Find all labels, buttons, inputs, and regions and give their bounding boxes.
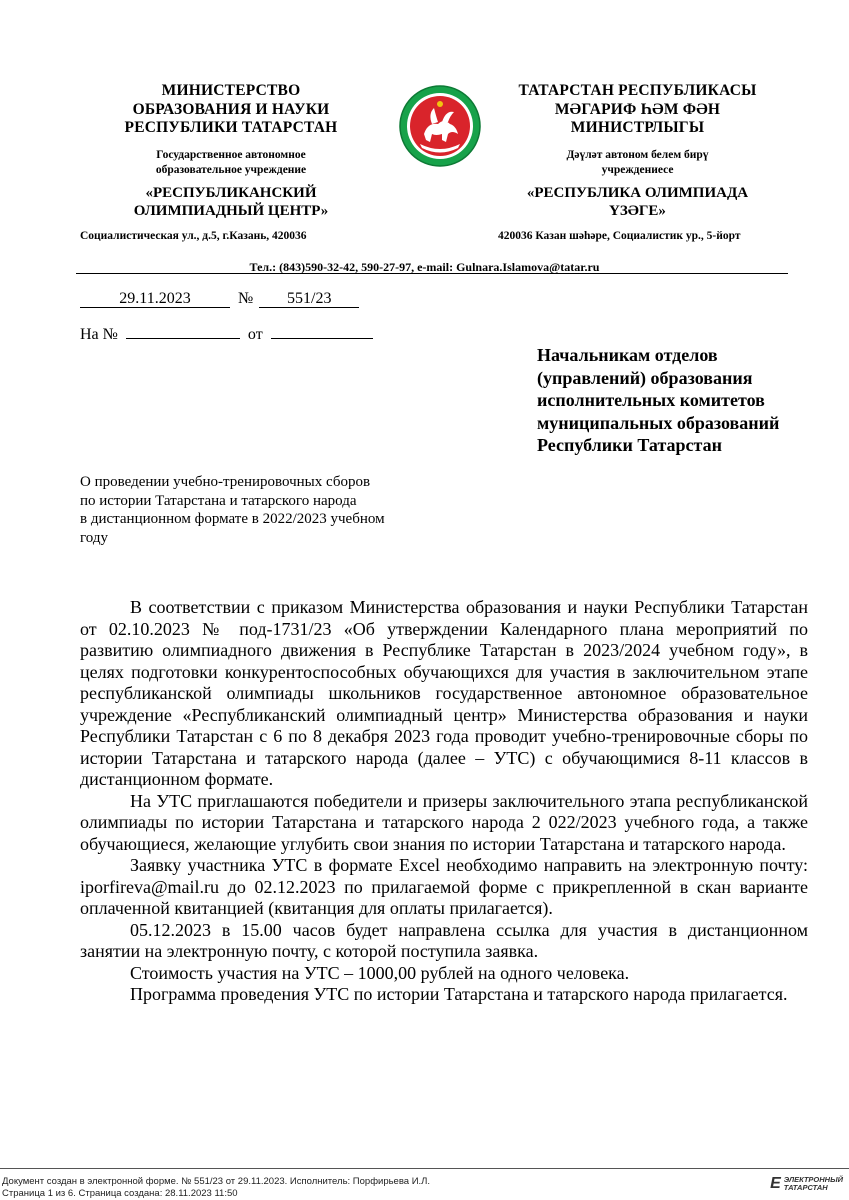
org-short-name-ru <box>90 184 372 220</box>
org-type-tt <box>495 148 780 178</box>
number-label: № <box>238 290 254 307</box>
body-paragraph: На УТС приглашаются победители и призеры заключительного этапа республиканской олимпиады по истории Татарстана и татарского народа 2 022/2023 учебного года, а также обучающиеся, желающие углубить свои знания по истории Татарстана и татарского народа. <box>80 790 808 854</box>
addressee-line: муниципальных образований <box>537 412 780 433</box>
electronic-tatarstan-logo <box>770 1176 843 1192</box>
org-line: МИНИСТЕРСТВО <box>161 82 301 99</box>
name-line: «РЕСПУБЛИКА ОЛИМПИАДА <box>526 184 749 201</box>
address-ru: Социалистическая ул., д.5, г.Казань, 420036 <box>80 230 307 242</box>
reply-line <box>80 321 373 345</box>
from-label: от <box>247 326 263 343</box>
reply-date-blank <box>271 321 373 339</box>
addressee-line: исполнительных комитетов <box>537 390 765 410</box>
org-line: РЕСПУБЛИКИ ТАТАРСТАН <box>124 119 338 136</box>
org-line: ОБРАЗОВАНИЯ И НАУКИ <box>132 100 330 118</box>
body-paragraph: Программа проведения УТС по истории Татарстана и татарского народа прилагается. <box>130 984 788 1004</box>
addressee-line: Республики Татарстан <box>537 435 722 455</box>
name-line: «РЕСПУБЛИКАНСКИЙ <box>145 184 317 201</box>
tatarstan-emblem-icon <box>398 84 482 168</box>
header-right <box>495 82 780 220</box>
type-line: учреждениесе <box>601 163 674 176</box>
type-line: образовательное учреждение <box>155 163 307 176</box>
contacts-line: Тел.: (843)590-32-42, 590-27-97, e-mail: Gulnara.Islamova@tatar.ru <box>249 260 600 274</box>
registration-line <box>80 289 359 309</box>
org-type-ru <box>90 148 372 178</box>
reply-label: На № <box>80 326 118 343</box>
org-name-tt <box>495 82 780 138</box>
subject-line: году <box>80 529 108 546</box>
footer-line: Страница 1 из 6. Страница создана: 28.11.2023 11:50 <box>2 1188 238 1199</box>
coat-of-arms-emblem <box>398 84 482 168</box>
addressee-line: (управлений) образования <box>537 367 753 388</box>
registration-number: 551/23 <box>259 290 359 308</box>
body-paragraph: 05.12.2023 в 15.00 часов будет направлена ссылка для участия в дистанционном занятии на электронную почту, с которой поступила заявка. <box>80 919 808 961</box>
address-tt: 420036 Казан шәһәре, Социалистик ур., 5-йорт <box>498 230 741 242</box>
body-paragraph: В соответствии с приказом Министерства образования и науки Республики Татарстан от 02.10.2023 № под-1731/23 «Об утверждении Календарного плана мероприятий по развитию олимпиадного движения в Республике Татарстан в 2023/2024 учебном году», в целях подготовки конкурентоспособных обучающихся для участия в заключительном этапе республиканской олимпиады школьников государственное автономное образовательное учреждение «Республиканский олимпиадный центр» Министерства образования и науки Республики Татарстан с 6 по 8 декабря 2023 года проводит учебно-тренировочные сборы по истории Татарстана и татарского народа (далее – УТС) с обучающимися 8-11 классов в дистанционном формате. <box>80 597 808 789</box>
type-line: Дәүләт автоном белем бирү <box>566 148 709 161</box>
subject-line: по истории Татарстана и татарского народа <box>80 492 357 509</box>
footer-line: Документ создан в электронной форме. № 551/23 от 29.11.2023. Исполнитель: Порфирьева И.Л. <box>2 1176 431 1187</box>
letter-body <box>80 597 808 1006</box>
reply-number-blank <box>126 321 240 339</box>
org-line: МИНИСТРЛЫГЫ <box>570 119 705 136</box>
body-paragraph: Заявку участника УТС в формате Excel необходимо направить на электронную почту: iporfireva@mail.ru до 02.12.2023 по прилагаемой форме с прикрепленной в скан варианте оплаченной квитанцией (квитанция для оплаты прилагается). <box>80 855 808 918</box>
addressee-block <box>537 344 827 457</box>
org-line: ТАТАРСТАН РЕСПУБЛИКАСЫ <box>518 82 757 99</box>
header-left <box>90 82 372 220</box>
document-footer <box>2 1176 430 1200</box>
org-short-name-tt <box>495 184 780 220</box>
addressee-line: Начальникам отделов <box>537 345 718 365</box>
header-divider <box>76 273 788 274</box>
subject-line: в дистанционном формате в 2022/2023 учебном <box>80 511 385 527</box>
brand-line: ТАТАРСТАН <box>783 1183 828 1192</box>
brand-line: ЭЛЕКТРОННЫЙ <box>783 1175 843 1184</box>
brand-text <box>784 1176 843 1192</box>
org-name-ru <box>90 82 372 138</box>
subject-block <box>80 473 440 547</box>
subject-line: О проведении учебно-тренировочных сборов <box>80 474 371 490</box>
org-line: МӘГАРИФ ҺӘМ ФӘН <box>554 100 721 118</box>
name-line: ҮЗӘГЕ» <box>609 202 666 219</box>
e-logo-icon: E <box>770 1175 781 1192</box>
name-line: ОЛИМПИАДНЫЙ ЦЕНТР» <box>133 202 329 219</box>
footer-divider <box>0 1168 849 1169</box>
body-paragraph: Стоимость участия на УТС – 1000,00 рублей на одного человека. <box>130 962 630 983</box>
type-line: Государственное автономное <box>156 148 306 161</box>
registration-date: 29.11.2023 <box>80 290 230 308</box>
